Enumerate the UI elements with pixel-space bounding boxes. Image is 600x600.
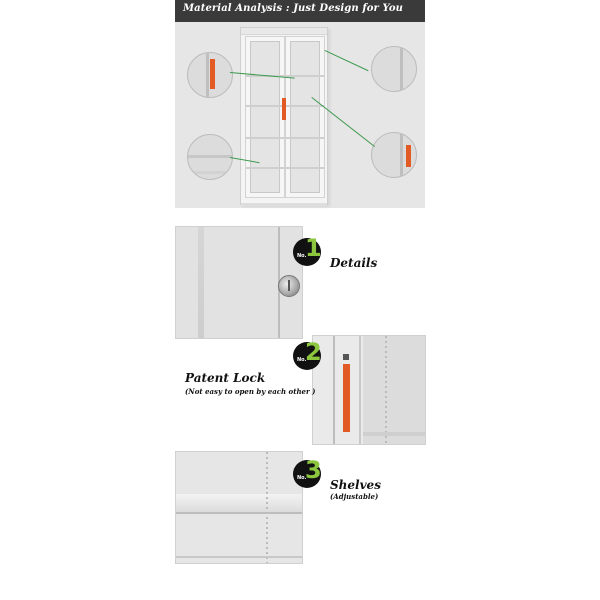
zoom-circle-handle <box>187 52 233 98</box>
feature-badge-3: No. 3 <box>293 460 321 488</box>
feature-title-2: Patent Lock <box>185 371 266 385</box>
key-icon <box>343 354 349 360</box>
detail-image-2 <box>312 335 426 445</box>
feature-subtitle-3: (Adjustable) <box>330 492 379 501</box>
feature-subtitle-2: (Not easy to open by each other ) <box>185 387 316 396</box>
feature-title-3: Shelves <box>330 478 381 492</box>
zoom-circle-shelf <box>187 134 233 180</box>
zoom-circle-hinge <box>371 132 417 178</box>
hero-product-image <box>175 22 425 208</box>
leader-line <box>325 50 369 71</box>
detail-image-3 <box>175 451 303 564</box>
header-title: Material Analysis : Just Design for You <box>183 3 403 14</box>
orange-handle <box>343 364 350 432</box>
cabinet-illustration <box>240 27 328 205</box>
zoom-circle-corner <box>371 46 417 92</box>
lock-icon <box>278 275 300 297</box>
feature-badge-2: No. 2 <box>293 342 321 370</box>
cabinet-handle <box>282 98 286 120</box>
feature-badge-1: No. 1 <box>293 238 321 266</box>
header-banner <box>175 0 425 22</box>
feature-title-1: Details <box>330 256 378 270</box>
detail-image-1 <box>175 226 303 339</box>
